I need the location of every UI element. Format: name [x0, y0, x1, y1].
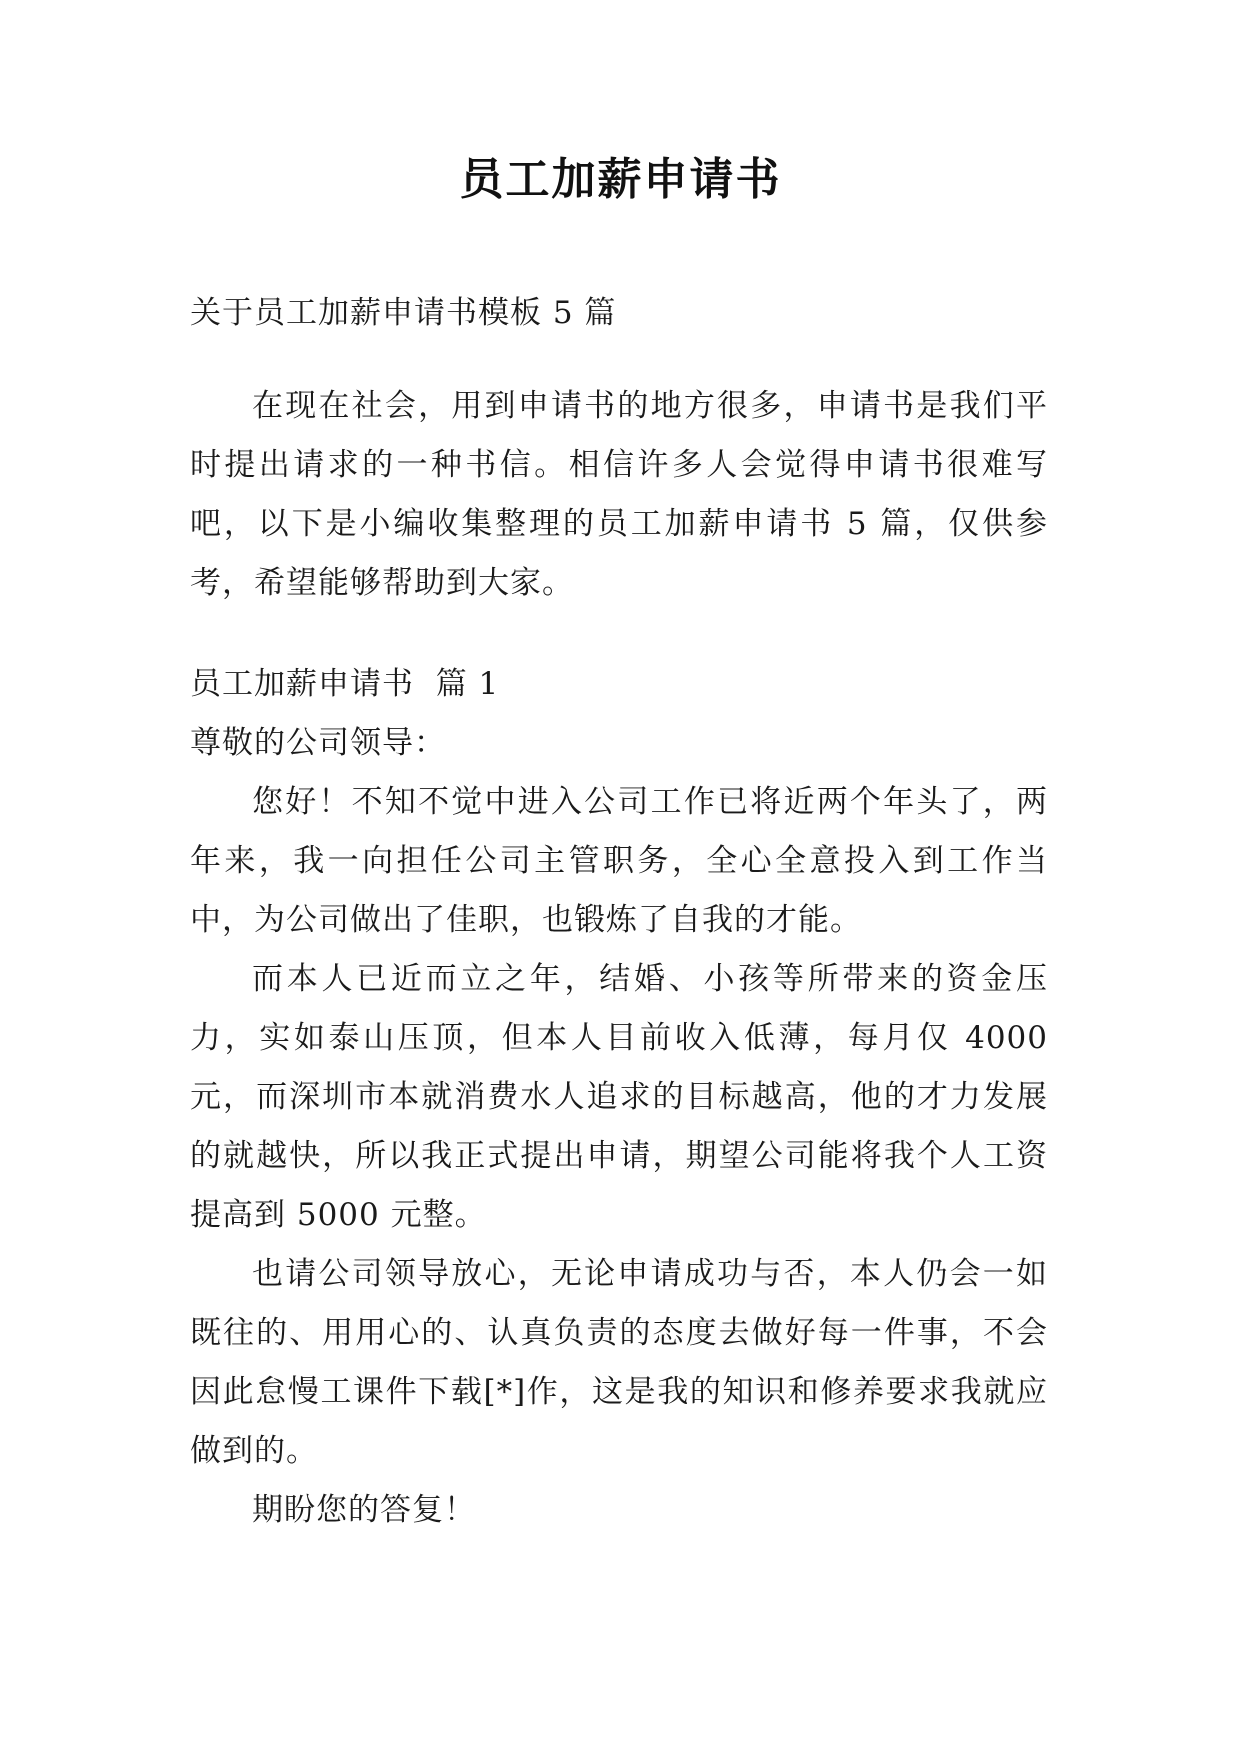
document-title: 员工加薪申请书: [459, 154, 782, 205]
body-paragraph-1: 您好！不知不觉中进入公司工作已将近两个年头了，两年来，我一向担任公司主管职务，全心全意投入到工作当中，为公司做出了佳职，也锻炼了自我的才能。: [190, 784, 1048, 938]
salutation: 尊敬的公司领导：: [190, 725, 446, 761]
body-paragraph-3: 也请公司领导放心，无论申请成功与否，本人仍会一如既往的、用用心的、认真负责的态度去做好每一件事，不会因此怠慢工课件下载[*]作，这是我的知识和修养要求我就应做到的。: [190, 1256, 1048, 1469]
document-subtitle: 关于员工加薪申请书模板 5 篇: [190, 295, 617, 331]
section-heading: 员工加薪申请书 篇 1: [190, 666, 500, 702]
closing-line: 期盼您的答复！: [252, 1492, 476, 1528]
document-body: [190, 284, 1048, 1540]
body-paragraph-2: 而本人已近而立之年，结婚、小孩等所带来的资金压力，实如泰山压顶，但本人目前收入低薄，每月仅 4000 元，而深圳市本就消费水人追求的目标越高，他的才力发展的就越快，所以我正式提出申请，期望公司能将我个人工资提高到 5000 元整。: [190, 961, 1048, 1233]
intro-paragraph: 在现在社会，用到申请书的地方很多，申请书是我们平时提出请求的一种书信。相信许多人会觉得申请书很难写吧，以下是小编收集整理的员工加薪申请书 5 篇，仅供参考，希望能够帮助到大家。: [190, 388, 1048, 601]
